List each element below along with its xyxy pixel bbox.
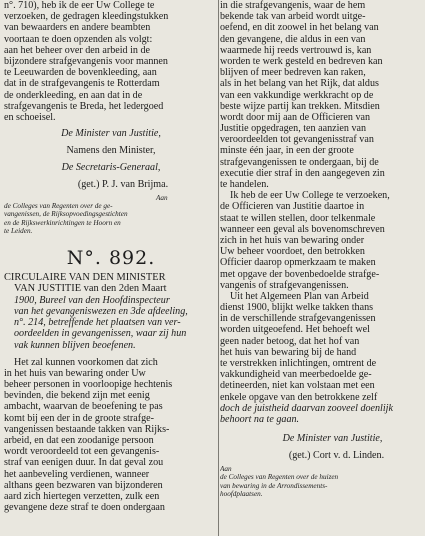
text-line: te handelen. xyxy=(220,179,269,190)
body-line: ambacht, waarvan de beoefening te pas xyxy=(4,401,163,413)
body-line: in het huis van bewaring onder Uw xyxy=(4,367,146,379)
text-line: verzoeken, de gedragen kleedingstukken xyxy=(4,11,169,23)
addressee-line: Aan xyxy=(220,465,232,474)
text-line: executie dier straf in den aangegeven zin xyxy=(220,167,385,179)
addressee-line: en de Rijkswerkinrichtingen te Hoorn en xyxy=(4,218,121,227)
text-line: de onderkleeding, en aan dat in de xyxy=(4,89,143,101)
addressee-block xyxy=(220,465,425,498)
text-line: beste wijze partij kan trekken. Mitsdien xyxy=(220,100,380,112)
addressee-block xyxy=(4,194,218,235)
addressee-line: te Leiden. xyxy=(4,226,33,235)
text-line: strafgevangenissen te ondergaan, bij de xyxy=(220,156,379,168)
text-line: met opgave der bovenbedoelde strafge- xyxy=(220,268,380,280)
body-line: vangenissen bestaande takken van Rijks- xyxy=(4,423,170,435)
text-line: zich in het huis van bewaring onder xyxy=(220,234,365,246)
text-line: enkele opgave van den betrokkene zelf xyxy=(220,391,378,403)
body-line: althans geen bezwaren van bijzonderen xyxy=(4,479,163,491)
text-line: waarmede hij reeds vertrouwd is, kan xyxy=(220,44,372,56)
title-line: VAN JUSTITIE van den 2den Maart xyxy=(14,283,167,295)
text-line: Uw beheer voordoet, den betrokken xyxy=(220,246,365,258)
body-line: bevinden, die bekend zijn met eenig xyxy=(4,390,150,402)
desc-line: van het gevangeniswezen en 3de afdeeling, xyxy=(14,305,188,317)
circular-body xyxy=(4,357,218,514)
text-line: wordt door mij aan de Officieren van xyxy=(220,111,371,123)
text-line: te Leeuwarden de bovenkleeding, aan xyxy=(4,67,157,79)
right-paragraph-3 xyxy=(220,291,425,425)
circular-description xyxy=(4,295,218,351)
right-paragraph-1 xyxy=(220,0,425,190)
text-line: staat te willen stellen, door telkenmale xyxy=(220,212,376,224)
body-line: komt bij een der in de groote strafge- xyxy=(4,412,154,424)
text-line: vangenis of strafgevangenissen. xyxy=(220,279,349,291)
body-line: straf van eenigen duur. In dat geval zou xyxy=(4,457,164,469)
text-line: in de verschillende strafgevangenissen xyxy=(220,313,376,325)
body-line: het aanbeveling verdienen, wanneer xyxy=(4,468,150,480)
text-line: bijzondere strafgevangenis voor mannen xyxy=(4,55,168,67)
signature-title: De Minister van Justitie, xyxy=(61,128,161,140)
text-line: behoort na te gaan. xyxy=(220,413,300,425)
desc-line: oordeelden in gevangenissen, waar zij hun xyxy=(14,328,187,340)
text-line: als in het belang van het Rijk, dat aldus xyxy=(220,78,379,90)
text-line: Uit het Algemeen Plan van Arbeid xyxy=(230,290,369,302)
addressee-line: Aan xyxy=(156,194,168,203)
body-line: Het zal kunnen voorkomen dat zich xyxy=(14,356,158,368)
text-line: detineerden, niet kan volstaan met een xyxy=(220,380,375,392)
text-line: blijven of meer bedreven kan raken, xyxy=(220,67,366,79)
text-line: veroordeelden tot gevangenisstraf van xyxy=(220,134,374,146)
text-line: het huis van bewaring bij de hand xyxy=(220,346,357,358)
desc-line: vak kunnen blijven beoefenen. xyxy=(14,339,136,351)
circular-number: N°. 892. xyxy=(66,247,156,269)
text-line: den gevangene, die aldus in een van xyxy=(220,33,366,45)
circular-title xyxy=(4,272,218,295)
desc-line: 1900, Bureel van den Hoofdinspecteur xyxy=(14,294,170,306)
signature-namens: Namens den Minister, xyxy=(66,145,156,157)
text-line: minste één jaar, in een der groote xyxy=(220,145,354,157)
text-line: van bewaarders en andere beambten xyxy=(4,22,151,34)
text-line: doch de juistheid daarvan zooveel doenlijk xyxy=(220,402,393,414)
text-line: geen nader betoog, dat het hof van xyxy=(220,335,360,347)
desc-line: n°. 214, betreffende het plaatsen van ver- xyxy=(14,317,181,329)
body-line: wordt veroordeeld tot een gevangenis- xyxy=(4,446,160,458)
left-column xyxy=(4,0,218,536)
text-line: Officier daarop opmerkzaam te maken xyxy=(220,257,376,269)
text-line: oefend, en dit zoowel in het belang van xyxy=(220,22,379,34)
text-line: n°. 710), heb ik de eer Uw College te xyxy=(4,0,155,11)
body-line: aard zich hiertegen verzetten, zulk een xyxy=(4,490,160,502)
text-line: wanneer een geval als bovenomschreven xyxy=(220,223,385,235)
title-line: CIRCULAIRE VAN DEN MINISTER xyxy=(4,272,166,283)
text-line: vakkundigheid van meerbedoelde ge- xyxy=(220,369,372,381)
signature-secretary: De Secretaris-Generaal, xyxy=(61,162,161,174)
right-paragraph-2 xyxy=(220,190,425,291)
addressee-line: van bewaring in de Arrondissements- xyxy=(220,481,328,490)
text-line: Justitie opgedragen, ten aanzien van xyxy=(220,123,367,135)
addressee-line: hoofdplaatsen. xyxy=(220,489,263,498)
text-line: worden te werk gesteld en bedreven kan xyxy=(220,55,383,67)
right-column xyxy=(220,0,425,536)
addressee-line: de Colleges van Regenten over de ge- xyxy=(4,202,113,211)
text-line: te verstrekken inlichtingen, omtrent de xyxy=(220,358,377,369)
body-line: beheer personen in voorloopige hechtenis xyxy=(4,379,173,391)
addressee-line: vangenissen, de Rijksopvoedingsgestichten xyxy=(4,210,128,219)
text-line: Ik heb de eer Uw College te verzoeken, xyxy=(230,190,390,202)
text-line: aan het beheer over den arbeid in de xyxy=(4,44,151,56)
text-line: en schoeisel. xyxy=(4,111,56,123)
text-line: van een vakkundige werkkracht op de xyxy=(220,89,374,101)
signature-signed: (get.) P. J. van Brijma. xyxy=(77,179,169,191)
text-line: dienst 1900, blijkt welke takken thans xyxy=(220,302,374,314)
body-line: gevangene deze straf te doen ondergaan xyxy=(4,502,165,514)
text-line: voortaan te doen opzenden als volgt: xyxy=(4,33,153,45)
addressee-line: de Colleges van Regenten over de huizen xyxy=(220,473,339,482)
text-line: dat in de strafgevangenis te Rotterdam xyxy=(4,78,160,90)
text-line: de Officieren van Justitie daartoe in xyxy=(220,201,365,213)
body-line: arbeid, en dat een zoodanige persoon xyxy=(4,435,154,447)
text-line: strafgevangenis te Breda, het ledergoed xyxy=(4,100,164,112)
left-top-paragraph xyxy=(4,0,218,123)
text-line: worden uitgeoefend. Het behoeft wel xyxy=(220,324,370,336)
signature-title: De Minister van Justitie, xyxy=(282,433,383,445)
text-line: in die strafgevangenis, waar de hem xyxy=(220,0,366,11)
text-line: bekende tak van arbeid wordt uitge- xyxy=(220,11,366,23)
column-divider xyxy=(218,0,219,536)
signature-signed: (get.) Cort v. d. Linden. xyxy=(288,450,385,462)
